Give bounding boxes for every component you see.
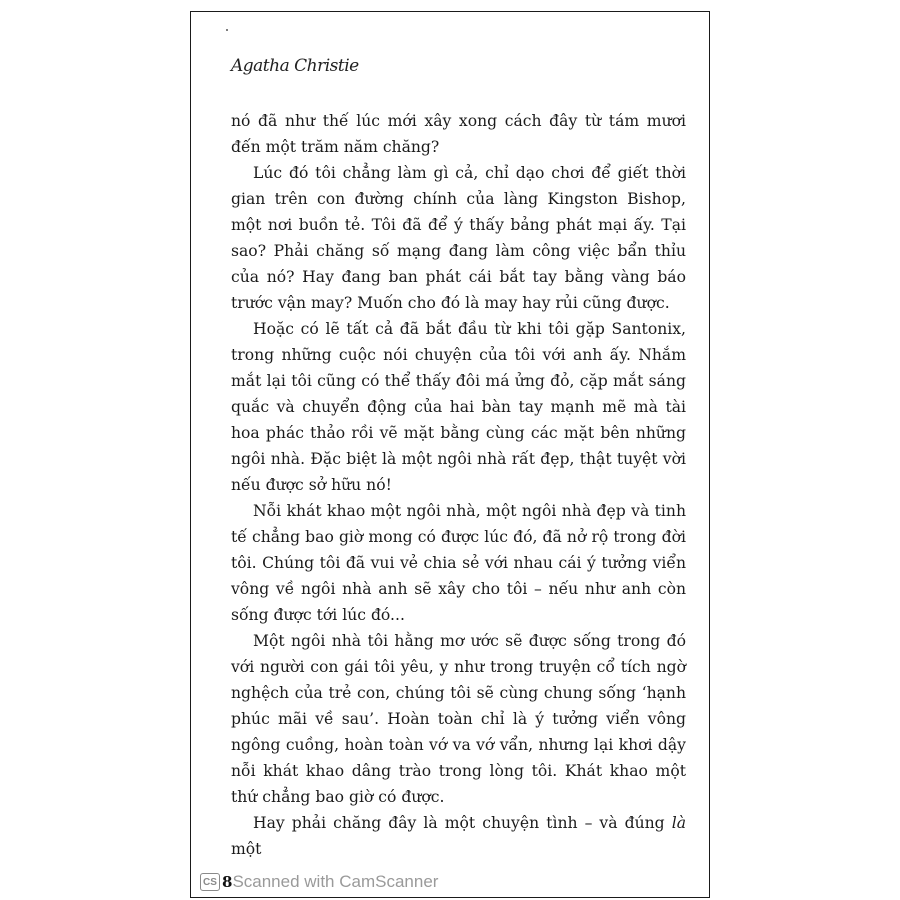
page-number: 8 <box>222 873 233 891</box>
scanner-watermark: Scanned with CamScanner <box>232 872 439 891</box>
camscanner-logo-icon: CS <box>200 873 220 891</box>
paragraph-text: một <box>231 840 262 858</box>
paragraph: Lúc đó tôi chẳng làm gì cả, chỉ dạo chơi để giết thời gian trên con đường chính của làng Kingston Bishop, một nơi buồn tẻ. Tôi đã để ý thấy bảng phát mại ấy. Tại sao? Phải chăng số mạng đang làm công việc bẩn thỉu của nó? Hay đang ban phát cái bắt tay bằng vàng báo trước vận may? Muốn cho đó là may hay rủi cũng được. <box>231 164 686 312</box>
paragraph-last <box>231 810 686 862</box>
dust-speck <box>226 29 228 31</box>
paragraph: Nỗi khát khao một ngôi nhà, một ngôi nhà đẹp và tinh tế chẳng bao giờ mong có được lúc đó, đã nở rộ trong đời tôi. Chúng tôi đã vui vẻ chia sẻ với nhau cái ý tưởng viển vông về ngôi nhà anh sẽ xây cho tôi – nếu như anh còn sống được tới lúc đó... <box>231 502 686 624</box>
body-text <box>231 108 686 862</box>
paragraph: Hoặc có lẽ tất cả đã bắt đầu từ khi tôi gặp Santonix, trong những cuộc nói chuyện của tôi với anh ấy. Nhắm mắt lại tôi cũng có thể thấy đôi má ửng đỏ, cặp mắt sáng quắc và chuyển động của hai bàn tay mạnh mẽ mà tài hoa phác thảo rồi vẽ mặt bằng cùng các mặt bên những ngôi nhà. Đặc biệt là một ngôi nhà rất đẹp, thật tuyệt vời nếu được sở hữu nó! <box>231 320 686 494</box>
paragraph: Một ngôi nhà tôi hằng mơ ước sẽ được sống trong đó với người con gái tôi yêu, y như trong truyện cổ tích ngờ nghệch của trẻ con, chúng tôi sẽ cùng chung sống ‘hạnh phúc mãi về sau’. Hoàn toàn chỉ là ý tưởng viển vông ngông cuồng, hoàn toàn vớ va vớ vẩn, nhưng lại khơi dậy nỗi khát khao dâng trào trong lòng tôi. Khát khao một thứ chẳng bao giờ có được. <box>231 632 686 806</box>
author-signature: Agatha Christie <box>231 56 359 76</box>
paragraph-continued: nó đã như thế lúc mới xây xong cách đây từ tám mươi đến một trăm năm chăng? <box>231 112 686 156</box>
paragraph-text: Hay phải chăng đây là một chuyện tình – và đúng <box>253 814 672 832</box>
book-page <box>190 11 710 898</box>
page-footer <box>200 870 438 894</box>
italic-emphasis: là <box>671 814 686 832</box>
